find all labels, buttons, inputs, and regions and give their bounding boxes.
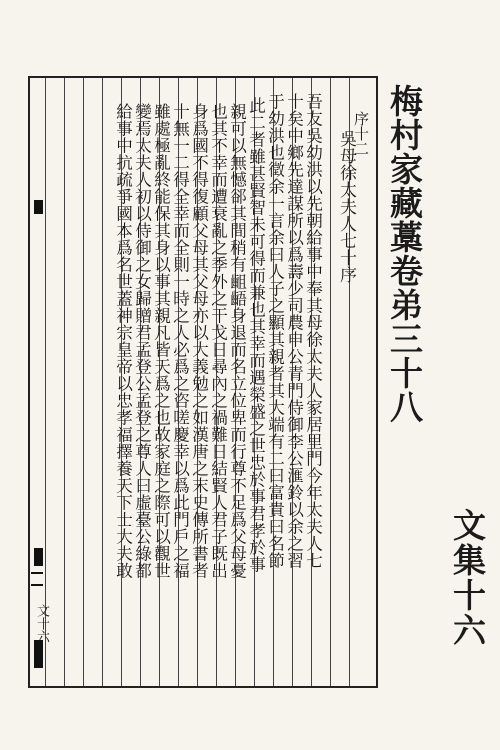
spine-bracket (31, 572, 43, 586)
text-column: 親可以無憾郤其間稍有齟齬身退而名立位卑而行尊不足爲父母憂 (227, 103, 247, 579)
column-rule (64, 78, 65, 686)
essay-title: 吳母徐太夫人七十序 (336, 130, 356, 283)
text-column: 十矣中鄉先達謀所以爲壽少司農申公青門侍御李公滙鈴以余之習 (284, 93, 304, 569)
text-column: 十無一二得全幸而全則一時之人必爲之咨嗟慶幸以爲此門戶之福 (170, 103, 190, 579)
text-column: 于幼洪也徵余一言余曰人子之顯其親者其大端有二曰富貴曰名節 (265, 93, 285, 569)
collection-label: 文集十六 (448, 508, 487, 648)
spine-mark (34, 548, 43, 566)
column-rule (330, 78, 331, 686)
column-rule (83, 78, 84, 686)
text-column: 身爲國不得復顧父母其父母亦以大義勉之如漢唐之末史傳所書者 (189, 103, 209, 579)
spine-mark (34, 640, 43, 668)
volume-title: 梅村家藏藁卷弟三十八 (385, 84, 424, 424)
spine-mark (34, 200, 43, 214)
text-column: 此二者雖甚賢智未可得而兼也其幸而遇榮盛之世忠於事君孝於事 (246, 97, 266, 573)
section-label: 序十二 (352, 111, 370, 156)
text-column: 吾友吳幼洪以先朝給事中奉其母徐太夫人家居里門今年太夫人七 (303, 93, 323, 569)
folio-label: 文十六 (34, 604, 49, 643)
text-column: 給事中抗疏爭國本爲名世蓋神宗皇帝以忠孝福擇養天下士大夫敢 (113, 103, 133, 579)
column-rule (102, 78, 103, 686)
column-rule (45, 78, 46, 686)
text-column: 也其不幸而遭衰亂之季外之干戈日尋內之禍難日結賢人君子既出 (208, 103, 228, 579)
text-column: 雖處極亂終能保其身以事其親凡皆天爲之也故家庭之際可以觀世 (151, 103, 171, 579)
text-column: 變焉太夫人初以侍御之女歸贈君孟登公孟登之尊人曰虛臺公綠都 (132, 103, 152, 579)
